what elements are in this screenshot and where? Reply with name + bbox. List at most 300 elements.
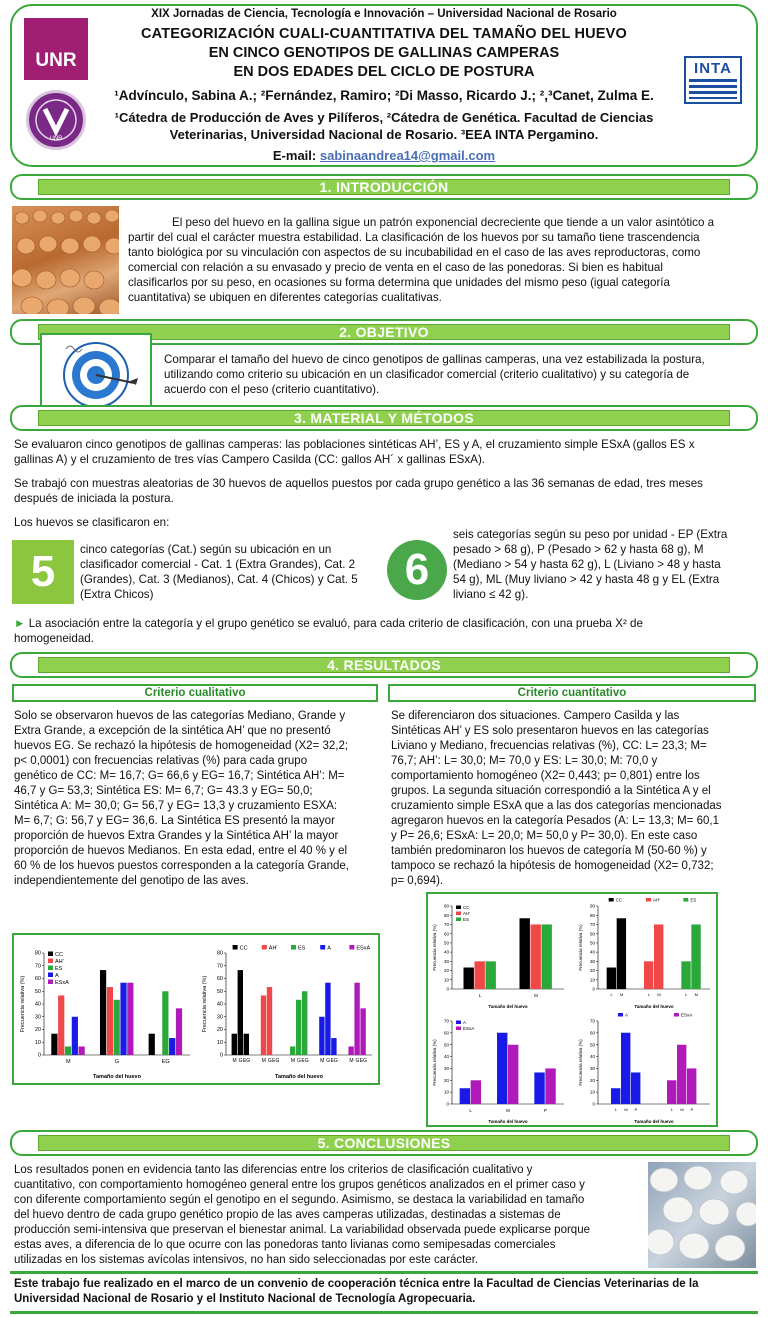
x-axis-label: Tamaño del huevo [275,1074,323,1080]
bar-AH'-L [475,961,485,989]
intro-line: comercial con relación a su envasado y precio de venta en el caso de las ponedoras. Si bien es habitual [128,261,663,274]
bar-ESxA-M [79,1046,85,1055]
y-axis-label: Frecuencia relativa (%) [202,975,208,1033]
y-tick-label: 10 [589,1089,595,1095]
x-tick-label: EG [359,1058,368,1064]
y-tick-label: 90 [443,903,449,909]
bar-A-M [621,1033,630,1104]
y-axis-label: Frecuencia relativa (%) [578,1039,583,1086]
cual-line: proporción de huevos Medianos. En esta edad, entre el 40 % y el [14,845,348,857]
cualitativo-chart-by-genotype [200,941,378,1081]
objetivo-text [164,352,754,397]
x-tick-label: M [66,1059,71,1065]
legend-swatch-A [48,973,53,978]
y-tick-label: 40 [589,1054,595,1060]
x-tick-label: M [349,1058,354,1064]
x-tick-label: M [680,1107,684,1112]
cuantitativo-chart-1-by-size [430,896,570,1011]
footer-acknowledgement [14,1277,758,1307]
y-tick-label: 70 [216,963,223,970]
legend-swatch-CC [609,898,614,902]
x-tick-label: EG [272,1058,280,1064]
x-tick-label: M [624,1107,628,1112]
x-tick-label: P [690,1107,694,1112]
metodos-line: Se evaluaron cinco genotipos de gallinas camperas: las poblaciones sintéticas AH’, ES y A, el cruzamiento simple ESxA (gallos ES x [14,438,695,451]
x-tick-label: G [355,1058,360,1064]
legend-swatch-CC [233,945,238,950]
conclusiones-line: utilizadas en los sistemas avícolas intensivos, no han sido seleccionadas por este carácter. [14,1254,479,1266]
cual-line: proporción de huevos Extra Grandes y la Sintética AH’ la mayor [14,830,339,842]
cualitativo-text [14,709,378,889]
x-tick-label: L [610,992,613,997]
eggs-tray-drawing [12,206,119,314]
x-tick-label: G [238,1058,243,1064]
section-title-conclusiones: 5. CONCLUSIONES [38,1135,730,1151]
objetivo-line: acuerdo con el peso (criterio cuantitativo). [164,383,380,396]
unr-logo-text: UNR [35,50,77,71]
inta-logo [684,56,742,104]
x-tick-label: M [232,1058,237,1064]
six-line: pesado > 68 g), P (Pesado > 62 y hasta 68 g), M [453,543,704,556]
x-tick-label: G [114,1059,120,1065]
bar-CC-L [607,968,616,989]
bar-A-L [611,1088,620,1104]
intro-line: clasificarlos por su peso, en ocasiones su forma determina que unidades del mismo peso (igual categoría [128,276,670,289]
cual-line: genético de CC: M= 16,7; G= 66,6 y EG= 16,7; Sintética AH’: M= [14,770,345,782]
y-tick-label: 80 [216,950,223,957]
cuan-line: cruzamiento simple ESxA que a las dos categorías mencionadas [391,800,722,812]
poster-title-line-2: EN CINCO GENOTIPOS DE GALLINAS CAMPERAS [208,45,560,61]
arrow-bullet-icon: ► [14,617,26,630]
asoc-line: La asociación entre la categoría y el grupo genético se evaluó, para cada criterio de clasificación, con una prueba X² de [28,617,643,630]
target-dart-icon [42,335,150,414]
cual-line: Sintética A: M= 30,0; G= 56,7 y EG= 13,3 y cruzamiento ESXA: [14,800,338,812]
y-tick-label: 30 [34,1014,41,1021]
bar-ESxA-P [687,1068,696,1104]
email-line [0,148,768,163]
x-tick-label: L [685,992,688,997]
bar-ESxA-M [677,1045,686,1104]
target-illustration [40,333,152,416]
y-tick-label: 30 [443,1066,449,1072]
bar-A-M [319,1017,324,1055]
objetivo-line: utilizando como criterio su ubicación en un clasificador comercial (criterio cualitativo) y su categoría de [164,368,690,381]
legend-label-CC: CC [239,945,248,952]
y-tick-label: 60 [589,931,595,937]
bar-CC-M [232,1034,237,1055]
y-tick-label: 30 [589,1066,595,1072]
y-tick-label: 10 [34,1039,41,1046]
cuan-line: agregaron huevos en la categoría Pesados (A: L= 13,3; M= 60,1 [391,815,719,827]
legend-label-A: A [327,945,331,952]
y-tick-label: 20 [589,968,595,974]
bar-AH'-L [644,961,653,989]
x-axis-label: Tamaño del huevo [488,1004,528,1009]
six-line: (Mediano > 54 y hasta 62 g), L (Liviano > 48 y hasta [453,558,721,571]
cual-line: p< 0,0001) con frecuencias relativas (%) para cada grupo [14,755,308,767]
y-tick-label: 80 [443,912,449,918]
bar-ES-G [296,1000,301,1055]
y-tick-label: 60 [443,931,449,937]
conclusiones-line: con diferente comportamiento según el genotipo en el segundo. Asimismo, se destaca la variabilidad en tamaño [14,1194,585,1206]
legend-label-ESxA: ESxA [55,980,69,986]
section-bar-intro [10,174,758,200]
legend-swatch-ES [291,945,296,950]
footer-rule-bottom [10,1311,758,1314]
legend-label-CC: CC [463,905,470,910]
six-categories-text [453,527,754,602]
bar-ES-G [114,1000,120,1055]
legend-label-ESxA: ESxA [356,945,371,952]
y-tick-label: 60 [589,1030,595,1036]
y-tick-label: 20 [443,968,449,974]
bar-ESxA-L [667,1080,676,1104]
footer-line: Universidad Nacional de Rosario y el Instituto Nacional de Tecnología Agropecuaria. [14,1293,476,1305]
email-link[interactable]: sabinaandrea14@gmail.com [319,148,496,163]
bar-AH'-M [654,924,663,989]
cuantitativo-chart-1-by-genotype [576,896,716,1011]
y-tick-label: 80 [34,950,41,957]
x-tick-label: P [543,1108,547,1113]
x-tick-label: M [619,992,624,997]
legend-swatch-A [320,945,325,950]
y-tick-label: 40 [443,1054,449,1060]
conclusiones-line: cuantitativo, con comportamiento homogéneo general entre los grupos genéticos analizados en el primer caso y [14,1179,585,1191]
asoc-line: homogeneidad. [14,632,94,645]
legend-label-CC: CC [615,897,623,903]
cuan-line: y P= 26,6; ESxA: L= 20,0; M= 50,0 y P= 30,0). En este caso [391,830,698,842]
cuan-line: también predominaron los huevos de categoría M (50-60 %) y [391,845,707,857]
section-bar-resultados [10,652,758,678]
section-title-resultados: 4. RESULTADOS [38,657,730,673]
x-tick-label: M [290,1058,296,1064]
cual-line: Solo se observaron huevos de las categorías Mediano, Grande y [14,710,346,722]
legend-label-A: A [625,1012,629,1018]
legend-swatch-AH' [646,898,651,902]
cual-line: Extra Grande, a excepción de la sintética AH’ que no presentó [14,725,331,737]
y-tick-label: 20 [443,1077,449,1083]
x-tick-label: G [326,1058,331,1064]
y-tick-label: 70 [34,963,41,970]
bar-A-L [460,1088,470,1104]
criterio-cuantitativo-title: Criterio cuantitativo [388,684,756,702]
eggs-tray-photo [12,206,119,314]
bar-ES-M [691,924,700,989]
x-tick-label: L [614,1107,618,1112]
cual-line: M= 6,7; G: 56,7 y EG= 36,6. La Sintética ES presentó la mayor [14,815,335,827]
bar-ESxA-EG [176,1008,182,1055]
x-tick-label: EG [301,1058,309,1064]
y-tick-label: 20 [216,1027,223,1034]
y-tick-label: 50 [443,940,449,946]
cuan-line: grupos. La segunda situación correspondió a la Sintética A y el [391,785,711,797]
legend-swatch-AH' [456,912,461,916]
bar-CC-EG [244,1034,249,1055]
x-tick-label: L [469,1108,472,1113]
y-tick-label: 30 [589,958,595,964]
conclusiones-line: estas aves, a diferencia de lo que ocurre con las ponedoras tanto livianas como semipesadas comerciales [14,1239,556,1251]
intro-line: partir del cual el carácter muestra estabilidad. La clasificación de los huevos por su tamaño tiene trascendencia [128,231,700,244]
bar-ES-M [290,1046,295,1055]
seal-text: UNR [49,136,63,142]
cualitativo-chart-by-size [18,941,196,1081]
cuan-line: comportamiento homogéneo (X2= 0,443; p= 0,801) entre los [391,770,700,782]
bar-ESxA-M [348,1046,353,1055]
x-tick-label: L [647,992,651,997]
cuan-line: Sintéticas AH’ y ES solo presentaron huevos en las categorías [391,725,709,737]
cual-line: independientemente del genotipo de las aves. [14,875,249,887]
authors-line: ¹Advínculo, Sabina A.; ²Fernández, Ramiro; ²Di Masso, Ricardo J.; ²,³Canet, Zulma E. [114,88,654,103]
section-bar-conclusiones [10,1130,758,1156]
intro-text [128,215,754,305]
footer-line: Este trabajo fue realizado en el marco de un convenio de cooperación técnica entre la Facultad de Ciencias Veterinarias de la [14,1278,699,1290]
legend-swatch-AH' [262,945,267,950]
bar-A-G [120,983,126,1055]
five-line: (Extra Chicos) [80,588,154,601]
bar-ES-L [486,961,496,989]
bar-CC-M [617,918,626,989]
x-axis-label: Tamaño del huevo [93,1074,141,1080]
y-tick-label: 70 [589,922,595,928]
x-tick-label: EG [330,1058,338,1064]
metodos-line: después de iniciada la postura. [14,492,174,505]
y-tick-label: 10 [443,977,449,983]
legend-label-AH': AH' [653,897,661,903]
legend-label-ES: ES [463,917,470,922]
x-tick-label: P [634,1107,638,1112]
x-axis-label: Tamaño del huevo [634,1004,674,1009]
cuantitativo-chart-2-by-genotype [576,1011,716,1126]
cuan-line: Liviano y Mediano, frecuencias relativas (%), CC: L= 23,3; M= [391,740,707,752]
y-axis-label: Frecuencia relativa (%) [578,924,583,971]
conclusiones-text [14,1163,642,1268]
legend-label-ES: ES [298,945,306,952]
conclusiones-line: producción semi-intensiva que preservan el bienestar animal. La variabilidad observada puede explicarse porque [14,1224,590,1236]
metodos-p2 [14,476,754,506]
x-tick-label: M [657,992,661,997]
metodos-p3: Los huevos se clasificaron en: [14,516,170,529]
y-tick-label: 30 [216,1014,223,1021]
y-tick-label: 0 [446,1101,449,1107]
metodos-line: Se trabajó con muestras aleatorias de 30 huevos de aquellos puestos por cada grupo genético a las 36 semanas de edad, tres meses [14,477,703,490]
x-axis-label: Tamaño del huevo [634,1119,674,1124]
poster-title-line-1: CATEGORIZACIÓN CUALI-CUANTITATIVA DEL TAMAÑO DEL HUEVO [140,26,628,42]
y-tick-label: 40 [589,949,595,955]
x-tick-label: M [320,1058,325,1064]
conclusiones-line: Los resultados ponen en evidencia tanto las diferencias entre los criterios de clasificación cualitativo y [14,1164,533,1176]
legend-label-CC: CC [55,952,63,958]
cuantitativo-text [391,709,754,889]
y-tick-label: 50 [34,988,41,995]
bar-A-M [497,1033,507,1104]
bar-CC-G [238,970,243,1055]
legend-swatch-ES [456,918,461,922]
bar-ESxA-M [508,1045,518,1104]
x-tick-label: L [670,1107,674,1112]
footer-rule-top [10,1271,758,1274]
six-categories-badge: 6 [387,540,447,600]
x-tick-label: G [297,1058,301,1064]
section-title-objetivo: 2. OBJETIVO [38,324,730,340]
bar-ES-EG [302,991,307,1055]
y-tick-label: 70 [589,1018,595,1024]
y-tick-label: 0 [592,1101,595,1107]
intro-line: cuantitativa) se ubiquen en diferentes categorías cualitativas. [128,291,442,304]
x-tick-label: M [261,1058,266,1064]
y-tick-label: 0 [219,1052,223,1059]
bar-A-M [72,1017,78,1055]
y-tick-label: 60 [34,976,41,983]
unr-logo [24,18,88,80]
legend-label-AH': AH' [55,959,64,965]
y-tick-label: 0 [37,1052,41,1059]
email-label: E-mail: [272,148,317,163]
bar-CC-M [51,1034,57,1055]
metodos-line: gallinas A) y el cruzamiento de tres vías Campero Casilda (CC: gallos AH´ x gallinas ESxA). [14,453,486,466]
cuan-line: p= 0,694). [391,875,444,887]
intro-line: El peso del huevo en la gallina sigue un patrón exponencial decreciente que tiende a un valor asintótico a [172,216,715,229]
five-line: (Grandes), Cat. 3 (Medianos), Cat. 4 (Chicos) y Cat. 5 [80,573,358,586]
affiliation-line-1: ¹Cátedra de Producción de Aves y Pilíferos, ²Cátedra de Genética. Facultad de Ciencias [114,110,654,125]
six-line: liviano ≤ 42 g). [453,588,529,601]
legend-swatch-A [618,1013,623,1017]
y-tick-label: 40 [34,1001,41,1008]
bar-ES-M [542,924,552,989]
legend-swatch-ESxA [349,945,354,950]
x-tick-label: M [506,1108,510,1113]
bar-ESxA-P [545,1068,555,1104]
x-axis-label: Tamaño del huevo [488,1119,528,1124]
section-bar-metodos [10,405,758,431]
bar-ESxA-G [127,983,133,1055]
legend-swatch-AH' [48,959,53,964]
bar-AH'-G [267,987,272,1055]
inta-stripes [689,79,737,99]
bar-A-EG [169,1038,175,1055]
conclusiones-line: del huevo dentro de cada grupo genético propio de las aves camperas utilizadas, destinadas a sistemas de [14,1209,561,1221]
bar-AH'-M [58,995,64,1055]
five-categories-badge: 5 [12,540,74,604]
legend-label-ES: ES [690,897,697,903]
cuantitativo-chart-2-by-size [430,1011,570,1126]
y-tick-label: 0 [592,986,595,992]
legend-swatch-A [456,1021,461,1025]
objetivo-line: Comparar el tamaño del huevo de cinco genotipos de gallinas camperas, una vez estabilizada la postura, [164,353,705,366]
bar-ES-EG [162,991,168,1055]
y-tick-label: 60 [443,1030,449,1036]
legend-swatch-CC [48,952,53,957]
metodos-p1 [14,437,754,467]
legend-swatch-CC [456,906,461,910]
white-eggs-photo [648,1162,756,1268]
x-tick-label: M [534,993,538,998]
legend-label-ESxA: ESxA [681,1012,693,1018]
x-tick-label: EG [161,1059,170,1065]
y-tick-label: 70 [443,1018,449,1024]
five-categories-text [80,542,382,602]
five-line: clasificador comercial - Cat. 1 (Extra Grandes), Cat. 2 [80,558,356,571]
x-tick-label: EG [242,1058,251,1064]
bar-A-G [325,983,330,1055]
white-eggs-drawing [648,1162,756,1268]
y-tick-label: 20 [34,1027,41,1034]
cual-line: 46,7 y G= 53,3; Sintética ES: M= 6,7; G= 43.3 y EG= 50,0; [14,785,313,797]
section-title-intro: 1. INTRODUCCIÓN [38,179,730,195]
asociacion-text [14,616,754,646]
y-axis-label: Frecuencia relativa (%) [20,975,26,1033]
y-axis-label: Frecuencia relativa (%) [432,924,437,971]
x-tick-label: G [267,1058,272,1064]
y-tick-label: 50 [216,988,223,995]
y-tick-label: 50 [589,1042,595,1048]
inta-logo-text: INTA [689,61,737,77]
bar-CC-L [464,968,474,989]
x-tick-label: L [478,993,482,998]
y-tick-label: 20 [589,1077,595,1083]
five-line: cinco categorías (Cat.) según su ubicación en un [80,543,332,556]
legend-label-A: A [463,1020,467,1025]
y-axis-label: Frecuencia relativa (%) [432,1039,437,1086]
cuan-line: Se diferenciaron dos situaciones. Campero Casilda y las [391,710,680,722]
legend-swatch-ESxA [674,1013,679,1017]
six-line: seis categorías según su peso por unidad - EP (Extra [453,528,728,541]
x-tick-label: M [694,992,699,997]
y-tick-label: 50 [443,1042,449,1048]
cual-line: huevos EG. Se rechazó la hipótesis de homogeneidad (X2= 32,2; [14,740,349,752]
legend-label-ESxA: ESxA [463,1026,475,1031]
bar-A-EG [331,1038,336,1055]
bar-CC-M [520,918,530,989]
event-line: XIX Jornadas de Ciencia, Tecnología e Innovación – Universidad Nacional de Rosario [151,8,617,20]
y-tick-label: 30 [443,958,449,964]
bar-CC-G [100,970,106,1055]
legend-label-ES: ES [55,966,63,972]
seal-v-icon [34,98,78,142]
legend-label-AH': AH' [463,911,471,916]
poster-title-line-3: EN DOS EDADES DEL CICLO DE POSTURA [233,64,535,80]
y-tick-label: 40 [216,1001,223,1008]
cuan-line: tampoco se rechazó la hipótesis de homogeneidad (X2= 0,732; [391,860,714,872]
y-tick-label: 10 [589,977,595,983]
bar-ESxA-G [354,983,359,1055]
legend-swatch-ES [48,966,53,971]
y-tick-label: 70 [443,922,449,928]
bar-ES-M [65,1046,71,1055]
cuantitativo-charts-frame [426,892,718,1127]
cualitativo-charts-frame [12,933,380,1085]
y-tick-label: 90 [589,903,595,909]
legend-label-AH': AH' [268,945,278,952]
faculty-seal-logo [26,90,86,150]
section-title-metodos: 3. MATERIAL Y MÉTODOS [38,410,730,426]
bar-AH'-G [107,987,113,1055]
y-tick-label: 80 [589,912,595,918]
bar-AH'-M [531,924,541,989]
y-tick-label: 60 [216,976,223,983]
bar-A-P [631,1072,640,1104]
cuan-line: 76,7; AH’: L= 30,0; M= 70,0 y ES: L= 30,0; M: 70,0 y [391,755,658,767]
legend-swatch-ESxA [48,980,53,985]
y-tick-label: 50 [589,940,595,946]
y-tick-label: 10 [216,1039,223,1046]
six-line: 54 g), ML (Muy liviano > 42 y hasta 48 g y EL (Extra [453,573,720,586]
bar-ESxA-EG [360,1008,365,1055]
bar-ESxA-L [471,1080,481,1104]
legend-swatch-ES [683,898,688,902]
bar-CC-EG [149,1034,155,1055]
bar-ES-L [681,961,690,989]
legend-swatch-ESxA [456,1027,461,1031]
